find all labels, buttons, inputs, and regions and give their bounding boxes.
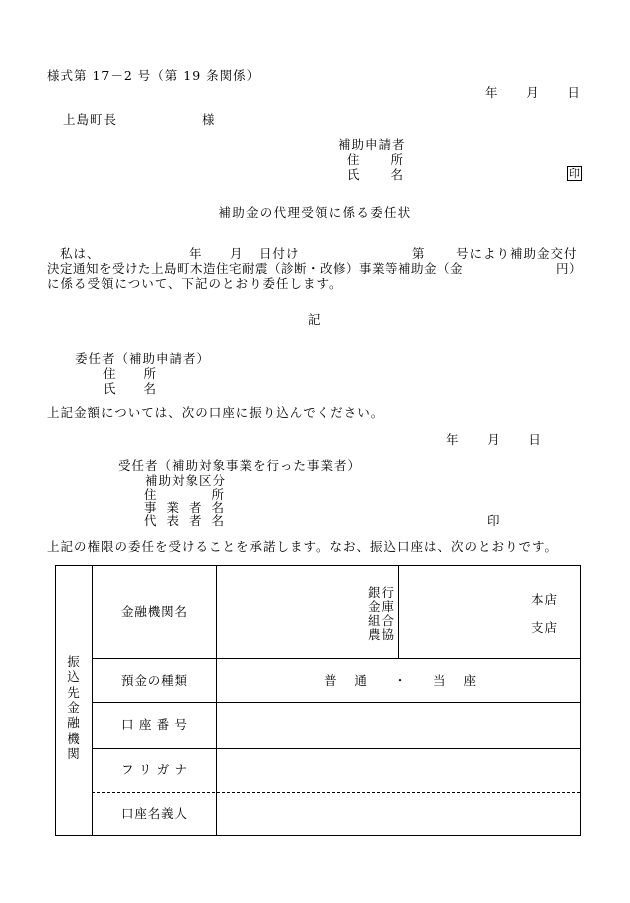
glyph: 名 <box>211 513 224 528</box>
bank-group-label <box>67 655 80 760</box>
glyph: 名 <box>147 806 161 821</box>
account-number-label <box>121 717 187 733</box>
glyph: 月 <box>526 85 539 100</box>
glyph: 座 <box>463 673 476 688</box>
glyph: 名 <box>390 167 403 182</box>
glyph: 座 <box>138 717 152 732</box>
body-line2: 決定通知を受けた上島町木造住宅耐震（診断・改修）事業等補助金（金 <box>47 261 464 276</box>
glyph: 通 <box>354 673 367 688</box>
delegatee-seal-mark: 印 <box>487 513 501 528</box>
table-divider <box>92 702 580 703</box>
branch-type-branch: 支店 <box>531 620 559 635</box>
glyph: リ <box>138 762 152 777</box>
glyph: 機 <box>147 604 161 619</box>
glyph: 名 <box>174 604 187 619</box>
glyph: 日 <box>528 432 541 447</box>
delegator-title: 委任者（補助申請者） <box>75 351 211 366</box>
glyph: 機 <box>67 730 80 746</box>
applicant-title: 補助申請者 <box>338 137 406 152</box>
acceptance-date <box>446 432 541 448</box>
document-title: 補助金の代理受領に係る委任状 <box>218 205 412 220</box>
glyph: 融 <box>134 604 147 619</box>
glyph: 代 <box>144 513 157 528</box>
table-divider <box>92 566 93 835</box>
consent-statement: 上記の権限の委任を受けることを承諾します。なお、振込口座は、次のとおりです。 <box>47 539 559 554</box>
glyph: 日 <box>567 85 580 100</box>
glyph: 先 <box>67 684 80 700</box>
glyph: ・ <box>393 673 407 688</box>
glyph: 込 <box>67 669 80 685</box>
glyph: 人 <box>174 806 187 821</box>
glyph: 者 <box>188 513 202 528</box>
glyph: 事 <box>144 500 157 515</box>
glyph: 氏 <box>103 381 116 396</box>
body-year: 年 <box>189 246 203 261</box>
glyph: 住 <box>347 152 360 167</box>
account-type-options <box>324 673 476 689</box>
glyph: 名 <box>143 381 156 396</box>
institution-type-credit-union: 金庫 <box>367 599 395 614</box>
body-number-prefix: 第 <box>412 246 426 261</box>
body-lead: 私は、 <box>60 246 101 261</box>
delegator-name-label <box>103 381 156 397</box>
delegatee-representative-label <box>144 513 224 529</box>
addressee-honorific: 様 <box>202 112 216 127</box>
table-divider <box>92 658 580 659</box>
glyph: 振 <box>67 654 80 669</box>
applicant-address-label <box>347 152 403 168</box>
glyph: 名 <box>211 500 224 515</box>
institution-label <box>121 604 187 620</box>
glyph: 関 <box>67 745 80 761</box>
delegator-address-label <box>103 366 156 382</box>
glyph: 預 <box>121 673 134 688</box>
glyph: 当 <box>433 673 446 688</box>
account-type-label <box>121 673 187 689</box>
institution-type-bank: 銀行 <box>367 585 395 600</box>
body-day: 日付け <box>259 246 300 261</box>
glyph: 所 <box>143 366 156 381</box>
glyph: 金 <box>67 699 80 715</box>
form-number: 様式第 17－2 号（第 19 条関係） <box>47 68 261 83</box>
table-divider-dashed <box>92 792 580 793</box>
glyph: 番 <box>156 717 170 732</box>
glyph: の <box>147 673 161 688</box>
bank-account-table <box>55 565 581 836</box>
glyph: 関 <box>161 604 174 619</box>
transfer-request: 上記金額については、次の口座に振り込んでください。 <box>47 405 385 420</box>
glyph: 融 <box>67 715 80 731</box>
ki-heading: 記 <box>308 312 322 327</box>
glyph: 住 <box>103 366 116 381</box>
institution-type-cooperative: 組合 <box>367 613 395 628</box>
branch-type-head-office: 本店 <box>531 592 559 607</box>
header-date <box>485 85 580 101</box>
glyph: 口 <box>121 806 134 821</box>
glyph: 表 <box>166 513 179 528</box>
table-divider <box>92 748 580 749</box>
table-divider <box>216 566 217 835</box>
glyph: 所 <box>390 152 403 167</box>
table-divider <box>398 566 399 658</box>
glyph: 年 <box>446 432 459 447</box>
glyph: 業 <box>166 500 179 515</box>
delegatee-title: 受任者（補助対象事業を行った事業者） <box>118 458 362 473</box>
glyph: 座 <box>134 806 147 821</box>
body-number-suffix: 号により補助金交付 <box>456 246 578 261</box>
glyph: 普 <box>324 673 337 688</box>
glyph: 月 <box>487 432 500 447</box>
glyph: 所 <box>211 487 224 502</box>
body-month: 月 <box>230 246 244 261</box>
glyph: 金 <box>121 604 134 619</box>
glyph: 口 <box>121 717 134 732</box>
glyph: ナ <box>174 762 187 777</box>
institution-type-agricultural: 農協 <box>367 627 395 642</box>
addressee-name: 上島町長 <box>63 112 118 127</box>
glyph: ガ <box>156 762 170 777</box>
account-holder-label <box>121 806 187 822</box>
glyph: 号 <box>174 717 187 732</box>
glyph: 義 <box>161 806 174 821</box>
glyph: 種 <box>161 673 174 688</box>
glyph: 年 <box>485 85 498 100</box>
glyph: 住 <box>144 487 157 502</box>
glyph: フ <box>121 762 134 777</box>
glyph: 氏 <box>347 167 360 182</box>
body-yen: 円） <box>556 261 583 276</box>
institution-type-list <box>365 586 395 642</box>
glyph: 金 <box>134 673 147 688</box>
furigana-label <box>121 762 187 778</box>
applicant-name-label <box>347 167 403 183</box>
glyph: 者 <box>188 500 202 515</box>
delegatee-category-label: 補助対象区分 <box>145 473 227 488</box>
body-line3: に係る受領について、下記のとおり委任します。 <box>47 276 343 291</box>
applicant-seal-mark: 印 <box>569 167 580 180</box>
glyph: 類 <box>174 673 187 688</box>
